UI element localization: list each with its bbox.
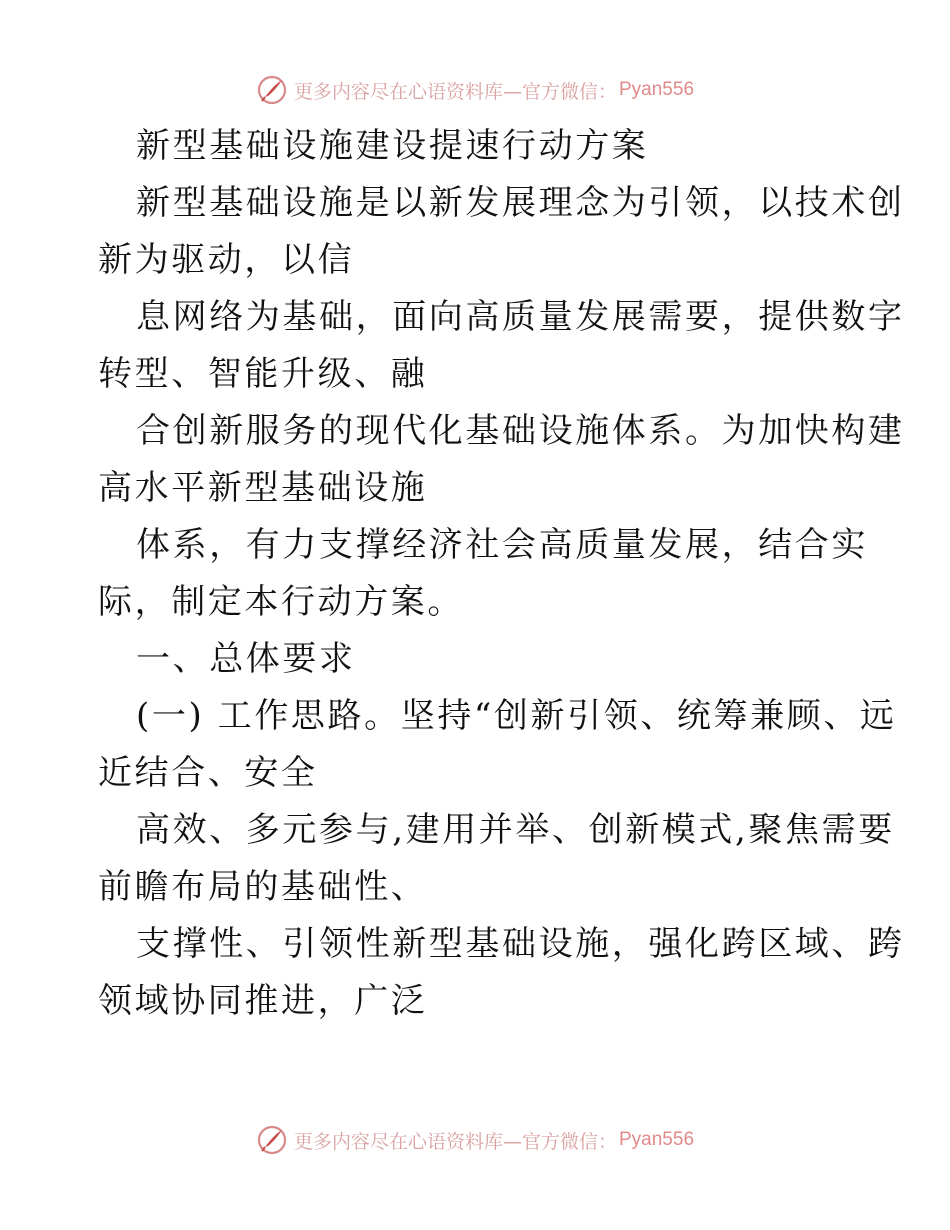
header-watermark: [0, 70, 950, 110]
feather-pen-logo-icon: [256, 74, 288, 106]
paragraph-line: 领域协同推进，广泛: [98, 981, 428, 1021]
paragraph-line: 支撑性、引领性新型基础设施，强化跨区域、跨: [136, 924, 905, 964]
watermark-text: 更多内容尽在心语资料库—官方微信：: [293, 80, 617, 103]
paragraph-line: 高效、多元参与,建用并举、创新模式,聚焦需要: [136, 810, 895, 850]
paragraph-line: 近结合、安全: [98, 753, 318, 793]
feather-pen-logo-icon: [256, 1124, 288, 1156]
paragraph-line: 高水平新型基础设施: [98, 468, 428, 508]
footer-watermark: [0, 1120, 950, 1160]
document-title: 新型基础设施建设提速行动方案: [136, 126, 649, 166]
paragraph-line: 合创新服务的现代化基础设施体系。为加快构建: [136, 411, 905, 451]
paragraph-line: 际，制定本行动方案。: [98, 582, 464, 622]
paragraph-line: 前瞻布局的基础性、: [98, 867, 428, 907]
paragraph-line: (一) 工作思路。坚持“创新引领、统筹兼顾、远: [136, 696, 897, 736]
watermark-handle: Pyan556: [619, 1129, 695, 1150]
watermark-text: 更多内容尽在心语资料库—官方微信：: [293, 1130, 617, 1153]
paragraph-line: 体系，有力支撑经济社会高质量发展，结合实: [136, 525, 868, 565]
section-heading: 一、总体要求: [136, 639, 356, 679]
document-body: [98, 118, 905, 1030]
paragraph-line: 新型基础设施是以新发展理念为引领，以技术创: [136, 183, 905, 223]
watermark-handle: Pyan556: [619, 79, 695, 100]
paragraph-line: 转型、智能升级、融: [98, 354, 428, 394]
paragraph-line: 新为驱动，以信: [98, 240, 355, 280]
paragraph-line: 息网络为基础，面向高质量发展需要，提供数字: [136, 297, 905, 337]
